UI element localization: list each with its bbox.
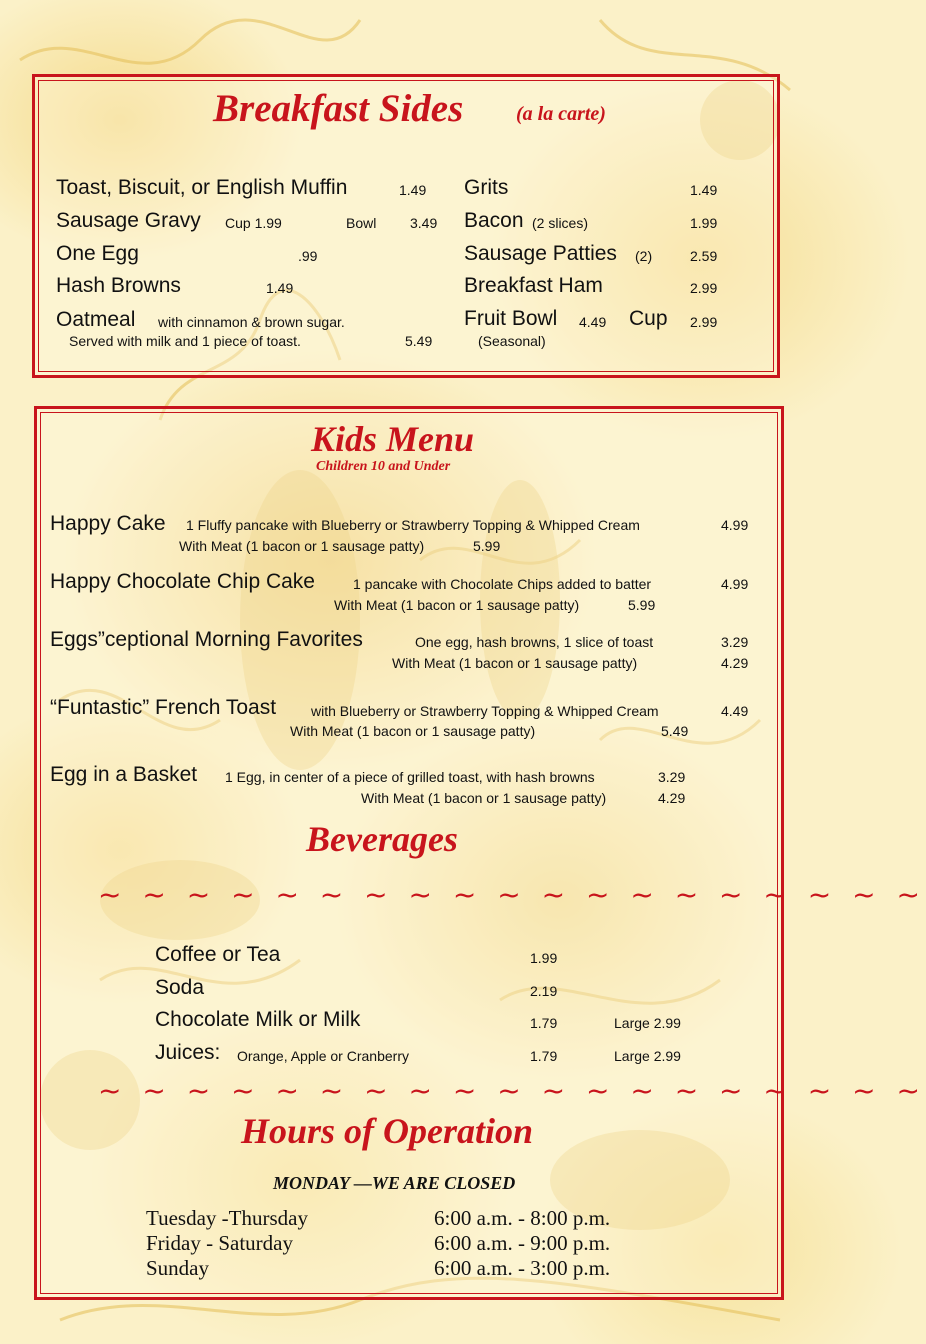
menu-item-cup-label: Cup [629, 307, 668, 330]
menu-item-bowl-price: 4.49 [579, 314, 607, 330]
beverage-large-price: Large 2.99 [614, 1015, 681, 1031]
kids-item-price: 4.99 [721, 576, 749, 592]
kids-item-meat-price: 5.49 [661, 723, 689, 739]
menu-item-price: 2.99 [690, 314, 718, 330]
breakfast-sides-title: Breakfast Sides [213, 87, 464, 130]
kids-item-meat-option: With Meat (1 bacon or 1 sausage patty) [392, 655, 638, 671]
kids-item-description: One egg, hash browns, 1 slice of toast [415, 634, 654, 650]
menu-item-bowl-label: Bowl [346, 215, 377, 231]
menu-item-price: 3.49 [410, 215, 438, 231]
menu-item-price: 1.99 [690, 215, 718, 231]
kids-item-meat-price: 5.99 [628, 597, 656, 613]
menu-item-price: 5.49 [405, 333, 433, 349]
menu-item-price: 1.49 [690, 182, 718, 198]
kids-item-meat-price: 4.29 [658, 790, 686, 806]
kids-item-price: 4.99 [721, 517, 749, 533]
decorative-divider-bottom: ~ ~ ~ ~ ~ ~ ~ ~ ~ ~ ~ ~ ~ ~ ~ ~ ~ ~ ~ [98, 1074, 926, 1107]
menu-item-description: Served with milk and 1 piece of toast. [69, 333, 301, 349]
kids-item-price: 4.49 [721, 703, 749, 719]
kids-item-meat-option: With Meat (1 bacon or 1 sausage patty) [361, 790, 607, 806]
menu-item-name: Grits [464, 176, 509, 199]
beverages-title: Beverages [306, 819, 458, 859]
hours-days: Sunday [146, 1256, 209, 1280]
menu-item-price: 2.59 [690, 248, 718, 264]
hours-title: Hours of Operation [241, 1111, 534, 1151]
menu-item-note: (2) [635, 248, 653, 264]
menu-item-name: Fruit Bowl [464, 307, 558, 330]
menu-item-name: Hash Browns [56, 274, 181, 297]
kids-item-description: 1 Egg, in center of a piece of grilled toast, with hash browns [225, 769, 595, 785]
menu-item-note: (Seasonal) [478, 333, 546, 349]
menu-item-name: One Egg [56, 242, 139, 265]
hours-closed-notice: MONDAY —WE ARE CLOSED [273, 1173, 516, 1193]
menu-item-name: Sausage Gravy [56, 209, 201, 232]
kids-item-price: 3.29 [658, 769, 686, 785]
menu-item-price: 1.49 [266, 280, 294, 296]
kids-item-name: Happy Chocolate Chip Cake [50, 570, 315, 593]
beverage-name: Soda [155, 976, 205, 999]
hours-days: Tuesday -Thursday [146, 1206, 308, 1230]
kids-item-meat-price: 5.99 [473, 538, 501, 554]
menu-item-description: with cinnamon & brown sugar. [158, 314, 345, 330]
menu-item-price: 1.49 [399, 182, 427, 198]
menu-item-price: 2.99 [690, 280, 718, 296]
kids-menu-subtitle: Children 10 and Under [316, 459, 451, 474]
kids-item-meat-price: 4.29 [721, 655, 749, 671]
beverage-price: 1.79 [530, 1015, 558, 1031]
beverage-price: 2.19 [530, 983, 558, 999]
kids-item-description: 1 Fluffy pancake with Blueberry or Strawberry Topping & Whipped Cream [186, 517, 640, 533]
menu-item-name: Oatmeal [56, 308, 136, 331]
beverage-large-price: Large 2.99 [614, 1048, 681, 1064]
menu-item-name: Bacon [464, 209, 524, 232]
beverage-price: 1.79 [530, 1048, 558, 1064]
beverage-name: Juices: [155, 1041, 221, 1064]
hours-time: 6:00 a.m. - 3:00 p.m. [434, 1256, 611, 1280]
menu-item-cup-price: Cup 1.99 [225, 215, 282, 231]
hours-days: Friday - Saturday [146, 1231, 293, 1255]
kids-item-name: Happy Cake [50, 512, 166, 535]
kids-item-name: Egg in a Basket [50, 763, 198, 786]
kids-item-meat-option: With Meat (1 bacon or 1 sausage patty) [290, 723, 536, 739]
kids-item-name: “Funtastic” French Toast [50, 696, 277, 719]
kids-item-price: 3.29 [721, 634, 749, 650]
beverage-price: 1.99 [530, 950, 558, 966]
breakfast-sides-subtitle: (a la carte) [516, 103, 606, 125]
menu-item-price: .99 [298, 248, 318, 264]
beverage-description: Orange, Apple or Cranberry [237, 1048, 409, 1064]
menu-item-name: Breakfast Ham [464, 274, 603, 297]
hours-time: 6:00 a.m. - 9:00 p.m. [434, 1231, 611, 1255]
menu-item-name: Sausage Patties [464, 242, 617, 265]
menu-item-name: Toast, Biscuit, or English Muffin [56, 176, 348, 199]
kids-item-description: with Blueberry or Strawberry Topping & Whipped Cream [311, 703, 659, 719]
kids-item-meat-option: With Meat (1 bacon or 1 sausage patty) [179, 538, 425, 554]
hours-time: 6:00 a.m. - 8:00 p.m. [434, 1206, 611, 1230]
menu-item-note: (2 slices) [532, 215, 589, 231]
kids-item-description: 1 pancake with Chocolate Chips added to batter [353, 576, 652, 592]
kids-menu-title: Kids Menu [311, 419, 475, 459]
beverage-name: Coffee or Tea [155, 943, 281, 966]
kids-item-name: Eggs”ceptional Morning Favorites [50, 628, 363, 651]
decorative-divider-top: ~ ~ ~ ~ ~ ~ ~ ~ ~ ~ ~ ~ ~ ~ ~ ~ ~ ~ ~ [98, 878, 926, 911]
beverage-name: Chocolate Milk or Milk [155, 1008, 361, 1031]
kids-item-meat-option: With Meat (1 bacon or 1 sausage patty) [334, 597, 580, 613]
